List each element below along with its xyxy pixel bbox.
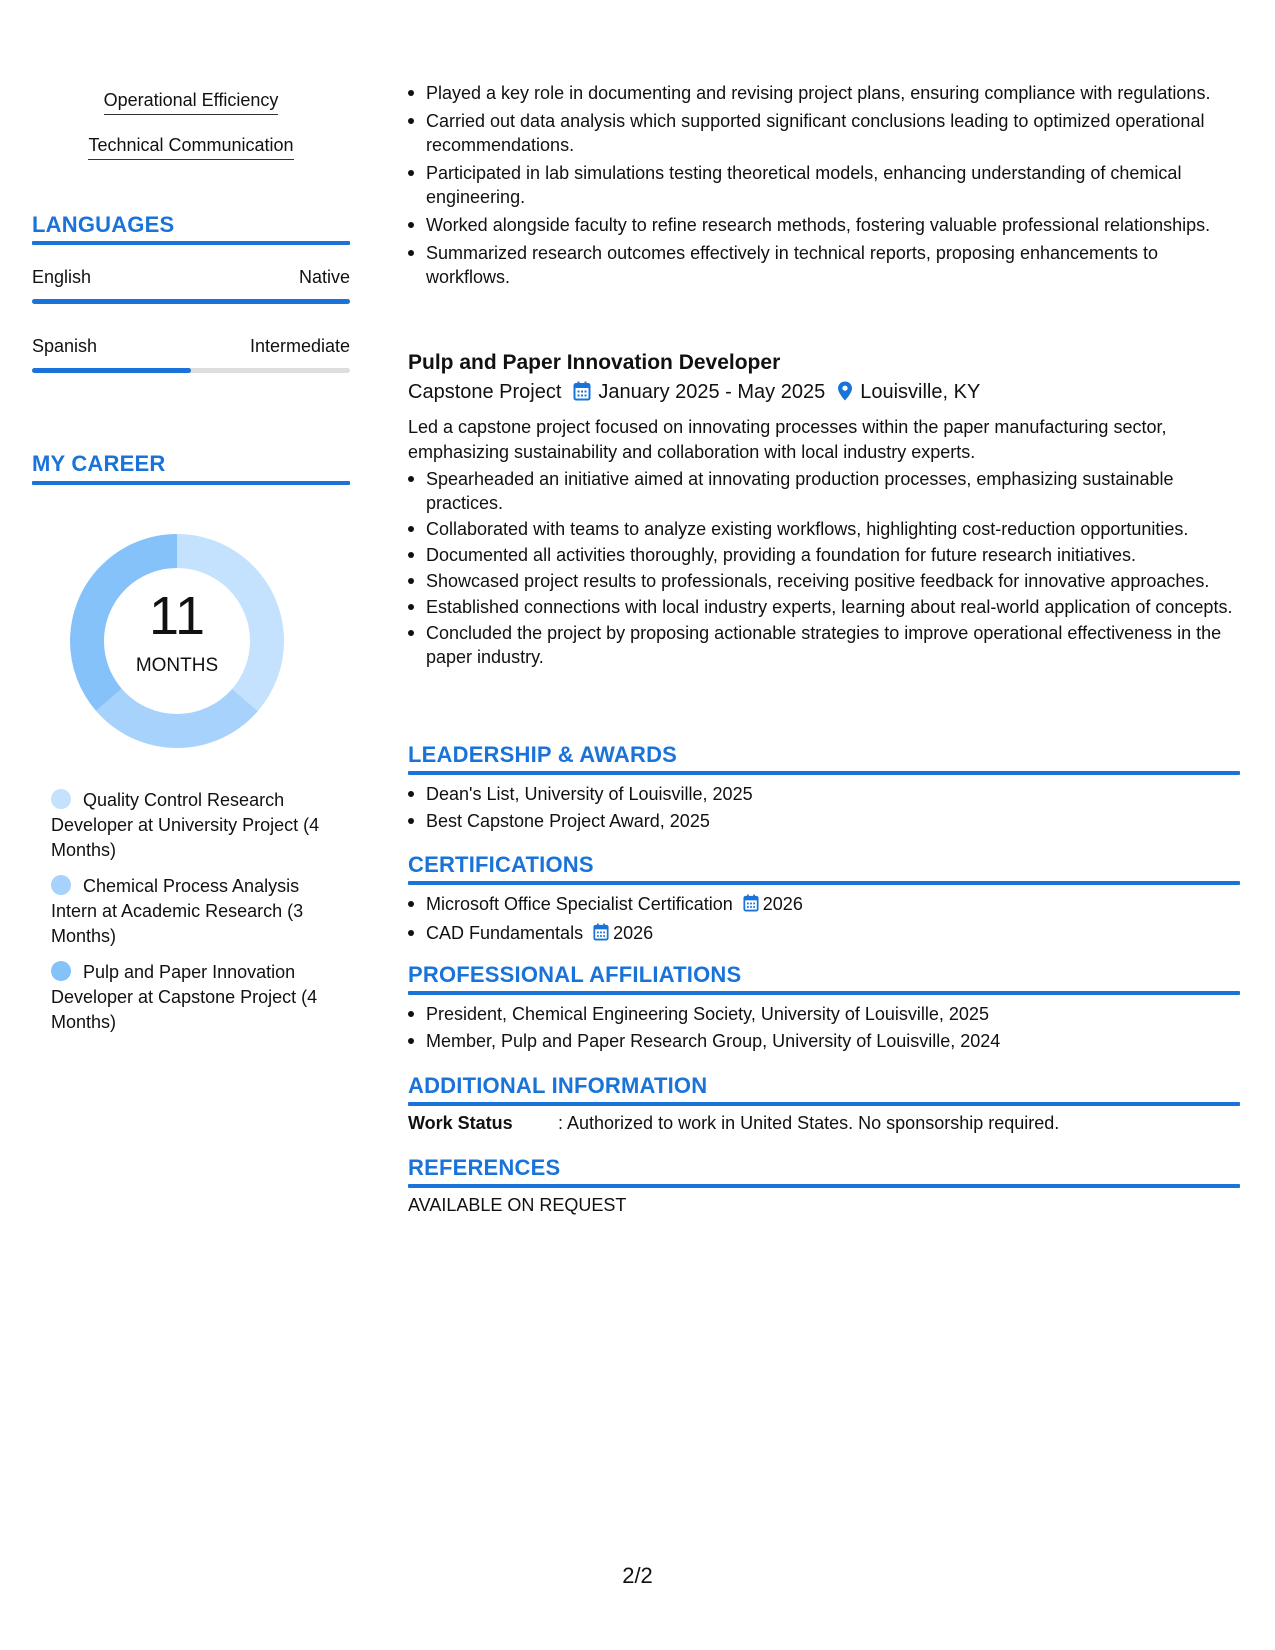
job-dates: January 2025 - May 2025 (598, 381, 826, 403)
languages-heading: LANGUAGES (32, 212, 175, 237)
references-heading: REFERENCES (408, 1155, 561, 1180)
list-item: Spearheaded an initiative aimed at innovating production processes, emphasizing sustainable practices. (408, 467, 1240, 515)
section-divider (408, 771, 1240, 775)
experience-bullets (408, 81, 1240, 293)
section-divider (408, 991, 1240, 995)
list-item: President, Chemical Engineering Society, University of Louisville, 2025 (408, 1002, 1240, 1026)
list-item: Dean's List, University of Louisville, 2025 (408, 782, 1240, 806)
job-company: Capstone Project (408, 381, 562, 403)
list-item: Summarized research outcomes effectively in technical reports, proposing enhancements to workflows. (408, 241, 1240, 289)
certification-year: 2026 (613, 923, 654, 943)
legend-dot (51, 789, 71, 809)
language-proficiency-bar (32, 368, 350, 373)
job-bullets (408, 467, 1240, 671)
legend-label: Quality Control Research Developer at University Project (4 Months) (51, 790, 320, 860)
section-divider (32, 481, 350, 485)
work-status-label: Work Status (408, 1113, 513, 1133)
skill-label: Operational Efficiency (104, 90, 279, 115)
legend-label: Pulp and Paper Innovation Developer at Capstone Project (4 Months) (51, 962, 318, 1032)
list-item (408, 921, 1240, 947)
list-item: Showcased project results to professionals, receiving positive feedback for innovative approaches. (408, 569, 1240, 593)
certifications-heading: CERTIFICATIONS (408, 852, 594, 877)
page-number: 2/2 (622, 1563, 653, 1588)
section-divider (32, 241, 350, 245)
job-location: Louisville, KY (860, 381, 981, 403)
section-divider (408, 881, 1240, 885)
list-item: Best Capstone Project Award, 2025 (408, 809, 1240, 833)
additional-info-heading: ADDITIONAL INFORMATION (408, 1073, 708, 1098)
legend-label: Chemical Process Analysis Intern at Academic Research (3 Months) (51, 876, 304, 946)
language-proficiency-bar (32, 299, 350, 304)
list-item: Worked alongside faculty to refine research methods, fostering valuable professional relationships. (408, 213, 1240, 237)
certification-name: Microsoft Office Specialist Certification (426, 894, 733, 914)
list-item: Participated in lab simulations testing theoretical models, enhancing understanding of chemical engineering. (408, 161, 1240, 209)
language-level: Native (298, 267, 350, 287)
career-heading: MY CAREER (32, 451, 166, 476)
list-item: Member, Pulp and Paper Research Group, University of Louisville, 2024 (408, 1029, 1240, 1053)
list-item: Established connections with local industry experts, learning about real-world application of concepts. (408, 595, 1240, 619)
list-item: Concluded the project by proposing actionable strategies to improve operational effectiveness in the paper industry. (408, 621, 1240, 669)
list-item: Documented all activities thoroughly, providing a foundation for future research initiatives. (408, 543, 1240, 567)
work-status-row (408, 1113, 1240, 1134)
work-status-value: : Authorized to work in United States. No sponsorship required. (558, 1113, 1060, 1133)
job-description: Led a capstone project focused on innovating processes within the paper manufacturing sector, emphasizing sustainability and collaboration with local industry experts. (408, 417, 1167, 462)
list-item: Carried out data analysis which supported significant conclusions leading to optimized operational recommendations. (408, 109, 1240, 157)
certifications-list (408, 892, 1240, 950)
skill-item (32, 90, 350, 115)
career-total-number: 11 (148, 586, 206, 646)
job-meta (408, 381, 1240, 407)
calendar-icon (593, 923, 609, 947)
legend-dot (51, 961, 71, 981)
affiliations-list (408, 1002, 1240, 1056)
references-text: AVAILABLE ON REQUEST (408, 1195, 627, 1215)
list-item: Collaborated with teams to analyze existing workflows, highlighting cost-reduction opportunities. (408, 517, 1240, 541)
language-name: Spanish (32, 336, 98, 356)
skill-item (32, 135, 350, 160)
certification-year: 2026 (762, 894, 803, 914)
career-donut-chart (66, 530, 288, 752)
language-proficiency-fill (32, 299, 350, 304)
legend-dot (51, 875, 71, 895)
affiliations-heading: PROFESSIONAL AFFILIATIONS (408, 962, 742, 987)
section-divider (408, 1102, 1240, 1106)
map-pin-icon (837, 381, 853, 407)
language-name: English (32, 267, 92, 287)
language-proficiency-fill (32, 368, 191, 373)
skill-label: Technical Communication (88, 135, 293, 160)
calendar-icon (573, 381, 591, 407)
list-item: Played a key role in documenting and revising project plans, ensuring compliance with regulations. (408, 81, 1240, 105)
list-item (408, 892, 1240, 918)
career-legend-item (51, 960, 331, 1035)
certification-name: CAD Fundamentals (426, 923, 584, 943)
career-legend-item (51, 874, 331, 949)
career-total-unit: MONTHS (135, 655, 219, 676)
language-level: Intermediate (249, 336, 350, 356)
job-title: Pulp and Paper Innovation Developer (408, 351, 781, 374)
career-legend-item (51, 788, 331, 863)
calendar-icon (743, 894, 759, 918)
leadership-list (408, 782, 1240, 836)
leadership-heading: LEADERSHIP & AWARDS (408, 742, 678, 767)
section-divider (408, 1184, 1240, 1188)
